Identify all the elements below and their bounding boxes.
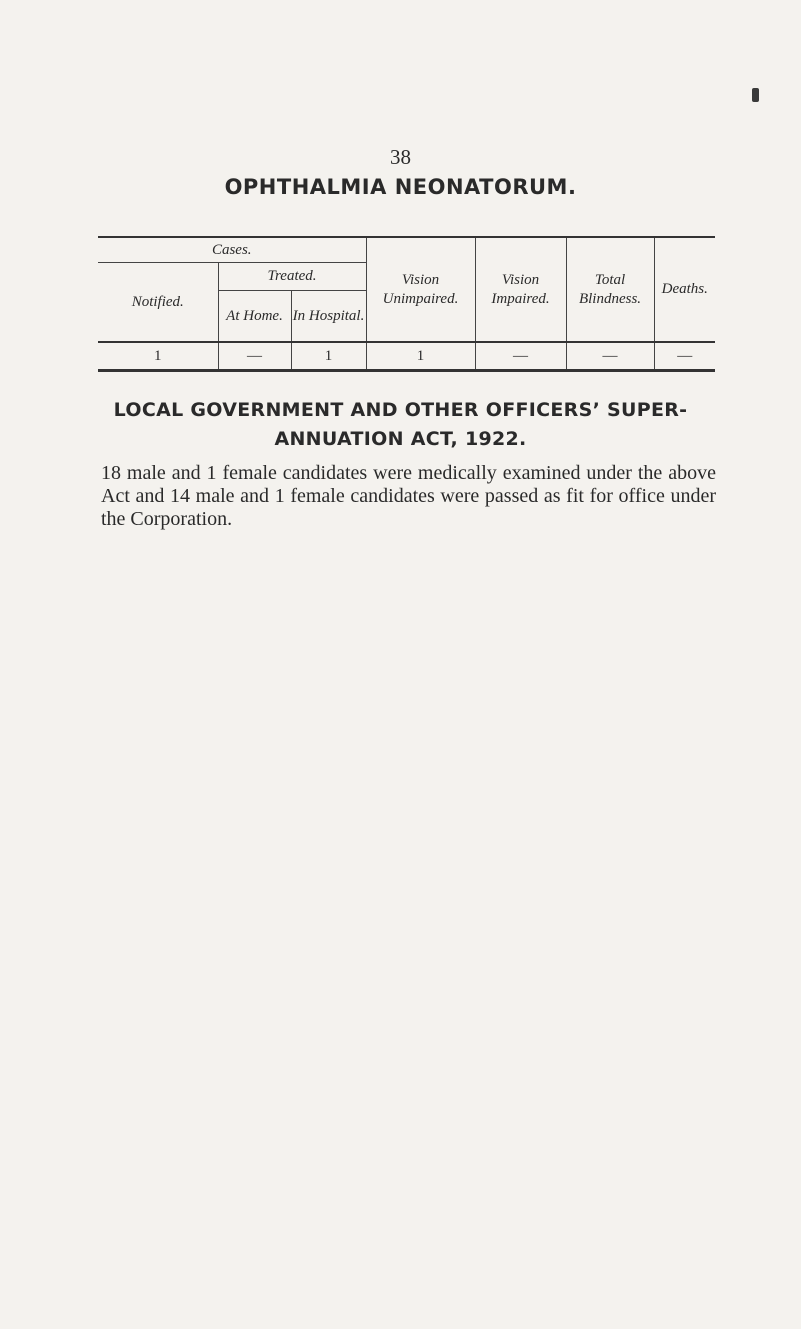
header-deaths: Deaths.	[654, 237, 715, 342]
page-title: OPHTHALMIA NEONATORUM.	[224, 175, 577, 199]
cell-vision-unimpaired: 1	[366, 342, 475, 371]
header-treated: Treated.	[218, 263, 366, 291]
cell-notified: 1	[98, 342, 218, 371]
header-in-hospital: In Hospital.	[292, 307, 365, 324]
header-vision-impaired: Vision Impaired.	[475, 237, 566, 342]
section-title-line-1: LOCAL GOVERNMENT AND OTHER OFFICERS’ SUPER-	[113, 399, 688, 421]
cell-deaths: —	[654, 342, 715, 371]
body-paragraph: 18 male and 1 female candidates were medically examined under the above Act and 14 male and 1 female candidates were passed as fit for office under the Corporation.	[101, 462, 716, 530]
cell-in-hospital: 1	[291, 342, 366, 371]
section-title-line-2: ANNUATION ACT, 1922.	[274, 428, 527, 450]
header-at-home: At Home.	[218, 291, 291, 343]
header-vision-unimpaired: Vision Unimpaired.	[366, 237, 475, 342]
ophthalmia-table	[98, 236, 715, 372]
header-total-blindness: Total Blindness.	[566, 237, 654, 342]
cell-vision-impaired: —	[475, 342, 566, 371]
cell-at-home: —	[218, 342, 291, 371]
header-notified: Notified.	[131, 293, 184, 310]
header-cases: Cases.	[98, 237, 366, 263]
cell-total-blindness: —	[566, 342, 654, 371]
ink-mark	[752, 88, 759, 102]
page-number: 38	[390, 145, 411, 169]
section-title	[0, 396, 801, 454]
